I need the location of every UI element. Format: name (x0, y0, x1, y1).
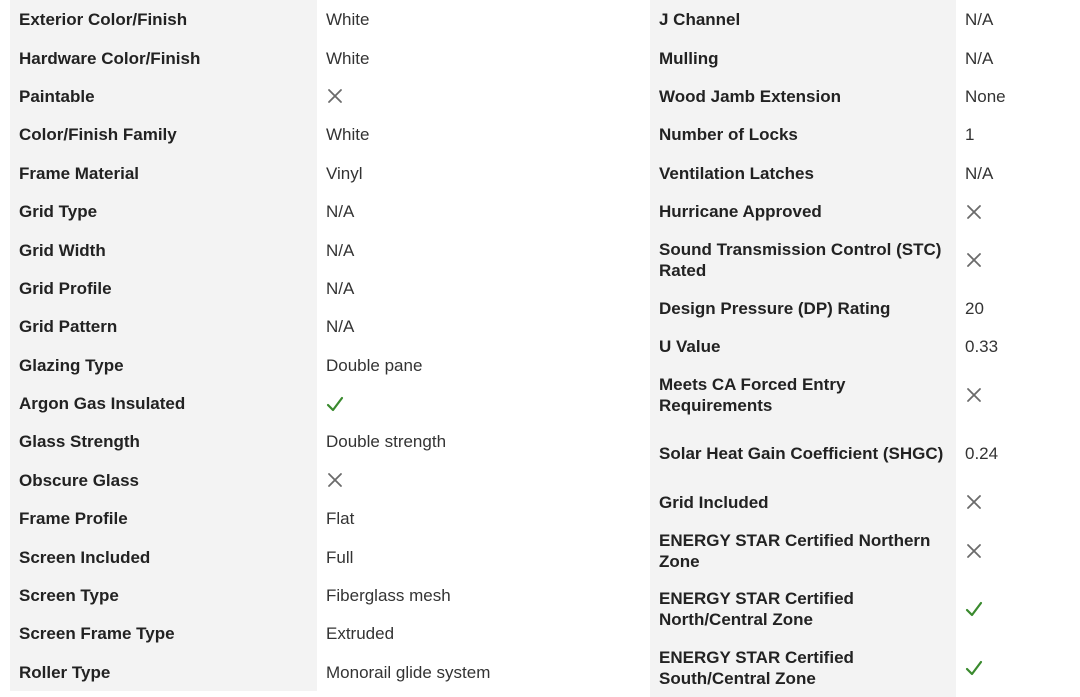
check-icon (326, 395, 344, 413)
x-icon (965, 493, 983, 511)
specifications-right-column (650, 0, 1070, 697)
spec-row-energy-star-certified-south-central-zone (650, 638, 1070, 697)
spec-label: Grid Width (10, 230, 317, 268)
spec-row-design-pressure-dp-rating (650, 289, 1070, 327)
spec-label: ENERGY STAR Certified Northern Zone (650, 521, 956, 580)
spec-value: Monorail glide system (326, 662, 491, 682)
spec-label: Screen Included (10, 537, 317, 575)
x-icon (965, 386, 983, 404)
spec-label: Hurricane Approved (650, 192, 956, 230)
spec-row-hardware-color-finish (10, 38, 635, 76)
spec-value: Flat (326, 509, 355, 529)
spec-label: Grid Pattern (10, 307, 317, 345)
spec-value-icon (956, 230, 1070, 289)
spec-label: Screen Type (10, 576, 317, 614)
spec-row-grid-pattern (10, 307, 635, 345)
spec-label: Hardware Color/Finish (10, 38, 317, 76)
spec-row-energy-star-certified-north-central-zone (650, 580, 1070, 639)
spec-label: Grid Profile (10, 269, 317, 307)
x-icon (326, 471, 344, 489)
spec-row-energy-star-certified-northern-zone (650, 521, 1070, 580)
spec-value: N/A (965, 48, 994, 68)
spec-label: Glazing Type (10, 346, 317, 384)
spec-value-icon (317, 461, 635, 499)
spec-label: Mulling (650, 38, 956, 76)
spec-label: Roller Type (10, 653, 317, 691)
spec-row-u-value (650, 327, 1070, 365)
x-icon (965, 251, 983, 269)
spec-value-icon (317, 77, 635, 115)
spec-label: ENERGY STAR Certified North/Central Zone (650, 580, 956, 639)
spec-label: Sound Transmission Control (STC) Rated (650, 230, 956, 289)
spec-row-sound-transmission-control-stc-rated (650, 230, 1070, 289)
spec-value: N/A (326, 202, 355, 222)
spec-row-j-channel (650, 0, 1070, 38)
spec-label: Frame Profile (10, 499, 317, 537)
spec-row-screen-type (10, 576, 635, 614)
spec-row-screen-frame-type (10, 614, 635, 652)
spec-value: 1 (965, 125, 975, 145)
spec-label: Glass Strength (10, 422, 317, 460)
spec-row-obscure-glass (10, 461, 635, 499)
spec-value: Double pane (326, 355, 423, 375)
spec-row-meets-ca-forced-entry-requirements (650, 366, 1070, 425)
spec-label: Exterior Color/Finish (10, 0, 317, 38)
spec-row-wood-jamb-extension (650, 77, 1070, 115)
spec-label: Frame Material (10, 154, 317, 192)
spec-value-icon (956, 366, 1070, 425)
check-icon (965, 600, 983, 618)
spec-row-hurricane-approved (650, 192, 1070, 230)
spec-value: N/A (965, 10, 994, 30)
spec-value: White (326, 48, 370, 68)
spec-label: Wood Jamb Extension (650, 77, 956, 115)
spec-row-screen-included (10, 537, 635, 575)
check-icon (965, 659, 983, 677)
spec-row-solar-heat-gain-coefficient-shgc (650, 424, 1070, 483)
spec-row-mulling (650, 38, 1070, 76)
spec-row-paintable (10, 77, 635, 115)
spec-value-icon (317, 384, 635, 422)
spec-row-grid-profile (10, 269, 635, 307)
spec-row-ventilation-latches (650, 154, 1070, 192)
spec-label: Screen Frame Type (10, 614, 317, 652)
spec-value-icon (956, 483, 1070, 521)
spec-value: 0.33 (965, 337, 999, 357)
spec-value: White (326, 125, 370, 145)
spec-value: N/A (326, 278, 355, 298)
spec-label: Paintable (10, 77, 317, 115)
x-icon (326, 87, 344, 105)
spec-value: White (326, 10, 370, 30)
spec-label: Color/Finish Family (10, 115, 317, 153)
spec-value: None (965, 86, 1006, 106)
spec-label: Grid Included (650, 483, 956, 521)
specifications-left-column (10, 0, 635, 691)
spec-value: Full (326, 547, 354, 567)
spec-value: N/A (965, 163, 994, 183)
spec-value: Double strength (326, 432, 447, 452)
spec-label: J Channel (650, 0, 956, 38)
spec-label: Design Pressure (DP) Rating (650, 289, 956, 327)
spec-value-icon (956, 192, 1070, 230)
spec-value: N/A (326, 317, 355, 337)
spec-row-grid-width (10, 230, 635, 268)
spec-value: 0.24 (965, 444, 999, 464)
spec-row-number-of-locks (650, 115, 1070, 153)
spec-row-glass-strength (10, 422, 635, 460)
spec-row-color-finish-family (10, 115, 635, 153)
spec-row-exterior-color-finish (10, 0, 635, 38)
spec-label: Argon Gas Insulated (10, 384, 317, 422)
spec-row-grid-included (650, 483, 1070, 521)
spec-value-icon (956, 521, 1070, 580)
spec-value-icon (956, 638, 1070, 697)
x-icon (965, 203, 983, 221)
spec-row-glazing-type (10, 346, 635, 384)
spec-row-argon-gas-insulated (10, 384, 635, 422)
spec-label: U Value (650, 327, 956, 365)
spec-value-icon (956, 580, 1070, 639)
spec-label: Grid Type (10, 192, 317, 230)
spec-row-grid-type (10, 192, 635, 230)
spec-label: Solar Heat Gain Coefficient (SHGC) (650, 424, 956, 483)
spec-label: ENERGY STAR Certified South/Central Zone (650, 638, 956, 697)
spec-label: Ventilation Latches (650, 154, 956, 192)
spec-value: Fiberglass mesh (326, 586, 451, 606)
spec-value: Extruded (326, 624, 395, 644)
spec-row-frame-profile (10, 499, 635, 537)
spec-row-frame-material (10, 154, 635, 192)
spec-value: N/A (326, 240, 355, 260)
x-icon (965, 542, 983, 560)
spec-value: 20 (965, 299, 984, 319)
spec-value: Vinyl (326, 163, 363, 183)
spec-label: Meets CA Forced Entry Requirements (650, 366, 956, 425)
spec-label: Number of Locks (650, 115, 956, 153)
spec-label: Obscure Glass (10, 461, 317, 499)
spec-row-roller-type (10, 653, 635, 691)
